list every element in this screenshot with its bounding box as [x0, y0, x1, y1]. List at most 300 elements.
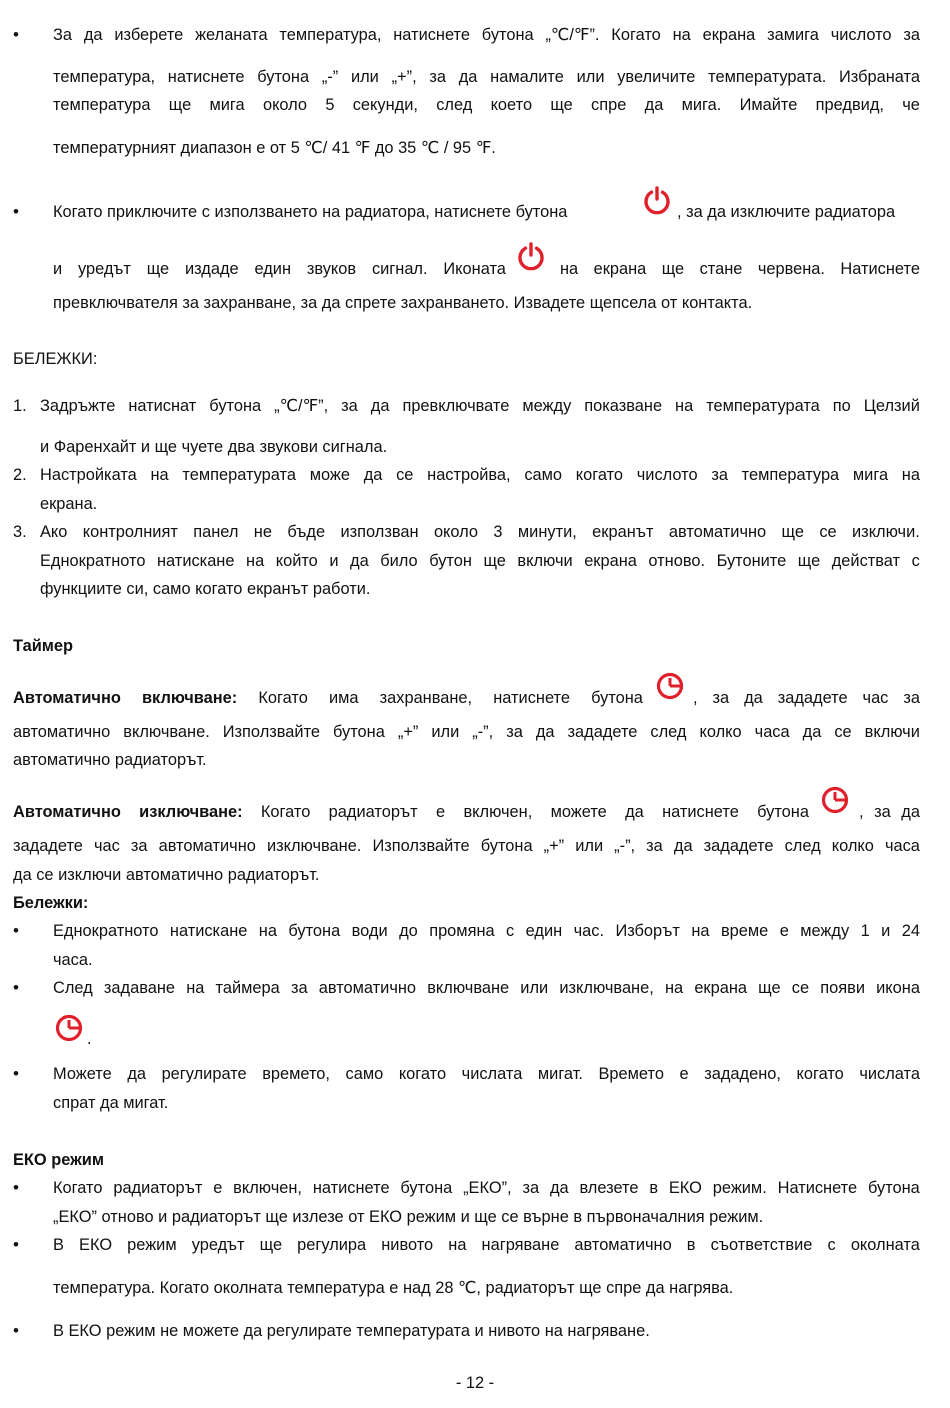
word: автоматично [574, 1236, 672, 1254]
word: нивото [381, 1236, 434, 1254]
word: Можете [53, 1065, 112, 1083]
word: числото [830, 26, 892, 44]
word: да [458, 68, 478, 86]
word: Еднократното [53, 922, 159, 940]
word: нагряване [481, 1236, 560, 1254]
word: изключване: [139, 803, 243, 821]
word: и [53, 260, 63, 278]
word: захранване, [379, 689, 473, 707]
word: температура [53, 96, 151, 114]
eco-bullet-2-line-2: температура. Когато околната температура е над 28 ℃, радиаторът ще спре да нагрява. [53, 1279, 734, 1297]
justified-line [53, 1178, 920, 1198]
word: натиснете [167, 68, 245, 86]
word: се [791, 979, 810, 997]
word: числото [636, 466, 698, 484]
word: мигат. [537, 1065, 583, 1083]
word: автоматично [13, 723, 111, 741]
word: , [859, 803, 864, 821]
word: промяна [429, 922, 495, 940]
text: . [87, 1030, 92, 1048]
word: радиаторът [328, 803, 418, 821]
word: изключи. [852, 523, 920, 541]
word: температура, [53, 68, 156, 86]
word: Времето [598, 1065, 664, 1083]
word: се [396, 466, 414, 484]
word: стане [699, 260, 743, 278]
word: След [53, 979, 93, 997]
word: бутона [757, 803, 809, 821]
word: включи [517, 552, 573, 570]
word: на [246, 552, 265, 570]
word: числата [461, 1065, 523, 1083]
word: около [433, 523, 479, 541]
word: да [549, 1179, 569, 1197]
word: 1 [860, 922, 870, 940]
word: за [903, 26, 920, 44]
note-number: 2. [13, 466, 27, 484]
justified-line [693, 688, 920, 708]
word: Когато [260, 803, 311, 821]
word: Когато [258, 689, 308, 707]
word: час. [573, 922, 605, 940]
word: автоматично [668, 523, 767, 541]
word: температурата [706, 397, 820, 415]
word: включен, [463, 803, 533, 821]
temp-range-line: температурният диапазон е от 5 ℃/ 41 ℉ до 35 ℃ / 95 ℉. [53, 139, 496, 157]
word: в [649, 1179, 659, 1197]
word: час [862, 689, 889, 707]
word: уредът [191, 1236, 245, 1254]
word: или [576, 68, 605, 86]
word: Еднократното [40, 552, 146, 570]
timer-note-3-line-2: спрат да мигат. [53, 1094, 169, 1112]
word: „-”, [614, 837, 636, 855]
word: или [520, 979, 549, 997]
justified-line [53, 67, 920, 87]
word: мига. [681, 96, 722, 114]
word: около [262, 96, 308, 114]
word: времето, [262, 1065, 330, 1083]
word: ще [483, 552, 506, 570]
word: зададете [777, 689, 848, 707]
word: намалите [490, 68, 564, 86]
justified-line [13, 722, 920, 742]
word: не [253, 523, 272, 541]
word: , [693, 689, 698, 707]
word: „+”, [391, 68, 417, 86]
word: зададете [13, 837, 83, 855]
word: бутон [429, 552, 472, 570]
word: Бутоните [716, 552, 787, 570]
word: бутона [480, 837, 533, 855]
word: „+” [397, 723, 419, 741]
word: ще [168, 96, 192, 114]
word: „-” [321, 68, 339, 86]
justified-line [53, 921, 920, 941]
word: 24 [901, 922, 920, 940]
word: желаната [195, 26, 268, 44]
word: ще [758, 979, 781, 997]
word: замига [767, 26, 819, 44]
word: бутона [257, 68, 310, 86]
word: след [650, 723, 687, 741]
word: ЕКО [79, 1236, 113, 1254]
word: червена. [757, 260, 825, 278]
bullet-marker: • [13, 202, 19, 221]
word: режим [127, 1236, 177, 1254]
word: е [436, 803, 446, 821]
word: панел [193, 523, 239, 541]
word: за [903, 689, 920, 707]
word: показване [584, 397, 663, 415]
word: появи [820, 979, 865, 997]
word: да [83, 26, 103, 44]
word: използван [340, 523, 419, 541]
word: или [575, 837, 604, 855]
word: за [130, 837, 148, 855]
word: се [834, 723, 852, 741]
word: уредът [78, 260, 131, 278]
word: колко [699, 723, 742, 741]
word: звуков [306, 260, 357, 278]
justified-line [859, 802, 920, 822]
timer-clock-icon [819, 784, 851, 816]
word: на [560, 260, 579, 278]
justified-line [40, 522, 920, 542]
word: секунди, [352, 96, 418, 114]
note-1-line-2: и Фаренхайт и ще чуете два звукови сигнала. [40, 438, 388, 456]
word: екрана [593, 260, 647, 278]
word: включване [427, 979, 510, 997]
word: Имайте [739, 96, 798, 114]
auto-off-line-3: да се изключи автоматично радиаторът. [13, 866, 320, 884]
word: За [53, 26, 73, 44]
bullet-marker: • [13, 25, 19, 44]
text: Когато приключите с използването на радиатора, натиснете бутона [53, 203, 568, 221]
word: бутона [481, 26, 534, 44]
word: да [363, 466, 383, 484]
word: след [784, 837, 821, 855]
word: Целзий [863, 397, 920, 415]
word: включване. [123, 723, 210, 741]
word: да [673, 837, 693, 855]
word: минути, [517, 523, 577, 541]
word: изключване. [266, 837, 362, 855]
power-icon [515, 240, 547, 272]
word: мига [852, 466, 889, 484]
temp-bullet-2-line-2 [53, 240, 920, 280]
notes-heading: БЕЛЕЖКИ: [13, 350, 98, 368]
word: можете [550, 803, 607, 821]
word: един [525, 922, 563, 940]
justified-line [13, 802, 809, 822]
page-number: - 12 - [455, 1374, 495, 1392]
word: Иконата [443, 260, 506, 278]
word: таймера [215, 979, 280, 997]
word: изберете [114, 26, 184, 44]
word: околната [850, 1236, 920, 1254]
word: по [832, 397, 851, 415]
word: с [911, 552, 920, 570]
word: има [328, 689, 359, 707]
word: час [93, 837, 120, 855]
word: с [827, 1236, 836, 1254]
timer-heading: Таймер [13, 637, 74, 655]
bullet-marker: • [13, 1321, 19, 1340]
word: часа [884, 837, 920, 855]
word: на [691, 922, 710, 940]
word: който [275, 552, 318, 570]
word: температурата. [708, 68, 827, 86]
word: автоматично [318, 979, 417, 997]
word: на [664, 979, 684, 997]
word: да [535, 723, 555, 741]
word: Избраната [839, 68, 920, 86]
word: радиаторът [113, 1179, 203, 1197]
word: било [380, 552, 418, 570]
word: „-”, [472, 723, 494, 741]
word: „ЕКО”, [463, 1179, 512, 1197]
note-2-line-2: екрана. [40, 495, 98, 513]
word: Използвайте [222, 723, 321, 741]
word: екрана [584, 552, 637, 570]
bullet-marker: • [13, 1235, 19, 1254]
word: да [370, 397, 390, 415]
word: Настройката [40, 466, 137, 484]
word: съответствие [710, 1236, 813, 1254]
word: регулирате [161, 1065, 247, 1083]
word: да [644, 96, 664, 114]
word: задаване [103, 979, 176, 997]
word: бутона [400, 1179, 453, 1197]
word: „+” [543, 837, 565, 855]
justified-line [53, 978, 920, 998]
word: превключвате [402, 397, 510, 415]
word: изключване, [559, 979, 654, 997]
word: е [779, 922, 789, 940]
word: за [522, 1179, 540, 1197]
word: зададете [567, 723, 638, 741]
auto-on-line-3: автоматично радиаторът. [13, 751, 207, 769]
word: Ако [40, 523, 68, 541]
word: да [350, 552, 369, 570]
word: регулира [297, 1236, 367, 1254]
word: за [341, 397, 358, 415]
justified-line [53, 1064, 920, 1084]
justified-line [40, 396, 920, 416]
word: В [53, 1236, 64, 1254]
word: за [711, 466, 728, 484]
word: Автоматично [13, 689, 121, 707]
timer-clock-icon [654, 670, 686, 702]
word: за [712, 689, 730, 707]
word: когато [575, 466, 624, 484]
temp-bullet-2-line-1 [53, 184, 920, 224]
word: отново. [648, 552, 706, 570]
word: температура, [279, 26, 382, 44]
word: ще [550, 96, 573, 114]
auto-on-line-1 [13, 670, 920, 710]
word: зададете [703, 837, 774, 855]
word: часа [754, 723, 790, 741]
justified-line [40, 551, 920, 571]
justified-line [13, 836, 920, 856]
timer-notes-heading: Бележки: [13, 894, 89, 912]
word: автоматично [158, 837, 256, 855]
word: на [258, 922, 277, 940]
word: води [351, 922, 388, 940]
word: „℃/℉”, [274, 397, 329, 415]
eco-heading: ЕКО режим [13, 1151, 104, 1169]
word: 5 [325, 96, 335, 114]
word: Автоматично [13, 803, 121, 821]
word: натиснете [393, 26, 470, 44]
word: натиснете [662, 803, 739, 821]
eco-bullet-3-line-1: В ЕКО режим не можете да регулирате температурата и нивото на нагряване. [53, 1322, 650, 1340]
justified-line [53, 95, 920, 115]
word: с [506, 922, 515, 940]
word: на [150, 466, 169, 484]
word: ще [661, 260, 685, 278]
word: време [720, 922, 769, 940]
justified-line [40, 465, 920, 485]
timer-note-1-line-2: часа. [53, 951, 93, 969]
word: включи [864, 723, 920, 741]
note-3-line-3: функциите си, само когато екранът работи. [40, 580, 371, 598]
word: само [524, 466, 563, 484]
word: числата [859, 1065, 920, 1083]
note-number: 3. [13, 523, 27, 541]
word: че [902, 96, 920, 114]
word: за [429, 68, 446, 86]
word: контролният [82, 523, 178, 541]
word: ще [797, 552, 821, 570]
word: на [448, 1236, 467, 1254]
word: увеличите [617, 68, 696, 86]
word: след [436, 96, 473, 114]
word: на [675, 397, 694, 415]
word: ще [781, 523, 804, 541]
word: Когато [53, 1179, 103, 1197]
word: Използвайте [372, 837, 470, 855]
word: между [522, 397, 572, 415]
word: 3 [493, 523, 503, 541]
word: на [672, 26, 691, 44]
word: да [744, 689, 763, 707]
word: за [874, 803, 891, 821]
word: Натиснете [777, 1179, 858, 1197]
timer-clock-icon [53, 1012, 85, 1044]
word: когато [398, 1065, 447, 1083]
word: бутона [333, 723, 385, 741]
word: за [506, 723, 523, 741]
word: влезете [579, 1179, 639, 1197]
bullet-marker: • [13, 921, 19, 940]
word: на [901, 466, 920, 484]
justified-line [13, 688, 643, 708]
word: зададено, [704, 1065, 781, 1083]
word: е [679, 1065, 689, 1083]
word: включен, [233, 1179, 302, 1197]
word: включване: [141, 689, 238, 707]
justified-line [53, 259, 506, 279]
word: в [686, 1236, 696, 1254]
word: натиснете [493, 689, 570, 707]
bullet-marker: • [13, 1178, 19, 1197]
word: един [254, 260, 291, 278]
bullet-marker: • [13, 1064, 19, 1083]
word: се [819, 523, 837, 541]
word: само [345, 1065, 384, 1083]
word: екрана [702, 26, 756, 44]
word: на [186, 979, 205, 997]
word: до [399, 922, 418, 940]
word: ще [259, 1236, 283, 1254]
word: сигнал. [371, 260, 428, 278]
word: да [127, 1065, 146, 1083]
text: , за да изключите радиатора [677, 203, 896, 221]
word: бъде [287, 523, 326, 541]
justified-line [53, 1235, 920, 1255]
word: екранът [592, 523, 654, 541]
word: режим. [712, 1179, 767, 1197]
word: натискане [157, 552, 235, 570]
word: „℃/℉”. [545, 26, 600, 44]
eco-bullet-1-line-2: „ЕКО” отново и радиаторът ще излезе от ЕКО режим и ще се върне в първоначалния режим. [53, 1208, 764, 1226]
word: бутона [591, 689, 643, 707]
word: настройва, [427, 466, 511, 484]
word: да [802, 723, 822, 741]
word: когато [796, 1065, 844, 1083]
word: бутона [209, 397, 262, 415]
auto-off-line-1 [13, 784, 920, 824]
word: действат [831, 552, 901, 570]
timer-note-2-icon-line [53, 1012, 113, 1046]
word: Когато [611, 26, 661, 44]
word: натиснат [128, 397, 197, 415]
word: или [431, 723, 460, 741]
word: или [350, 68, 379, 86]
word: температурата [182, 466, 296, 484]
word: натиснете [312, 1179, 390, 1197]
word: може [309, 466, 350, 484]
word: Натиснете [840, 260, 920, 278]
word: Изборът [615, 922, 680, 940]
word: да [901, 803, 920, 821]
word: предвид, [815, 96, 884, 114]
temp-bullet-2-line-3: превключвателя за захранване, за да спрете захранването. Извадете щепсела от контакта. [53, 294, 753, 312]
word: между [800, 922, 850, 940]
word: натискане [169, 922, 248, 940]
word: е [213, 1179, 223, 1197]
word: бутона [288, 922, 341, 940]
note-number: 1. [13, 397, 27, 415]
word: да [625, 803, 644, 821]
word: за [646, 837, 663, 855]
word: и [329, 552, 339, 570]
word: температура [741, 466, 840, 484]
word: ще [146, 260, 170, 278]
word: за [290, 979, 308, 997]
bullet-marker: • [13, 978, 19, 997]
justified-line [560, 259, 920, 279]
word: спре [591, 96, 627, 114]
word: мига [209, 96, 245, 114]
word: екрана [694, 979, 747, 997]
word: ЕКО [668, 1179, 702, 1197]
word: което [490, 96, 533, 114]
word: и [881, 922, 891, 940]
